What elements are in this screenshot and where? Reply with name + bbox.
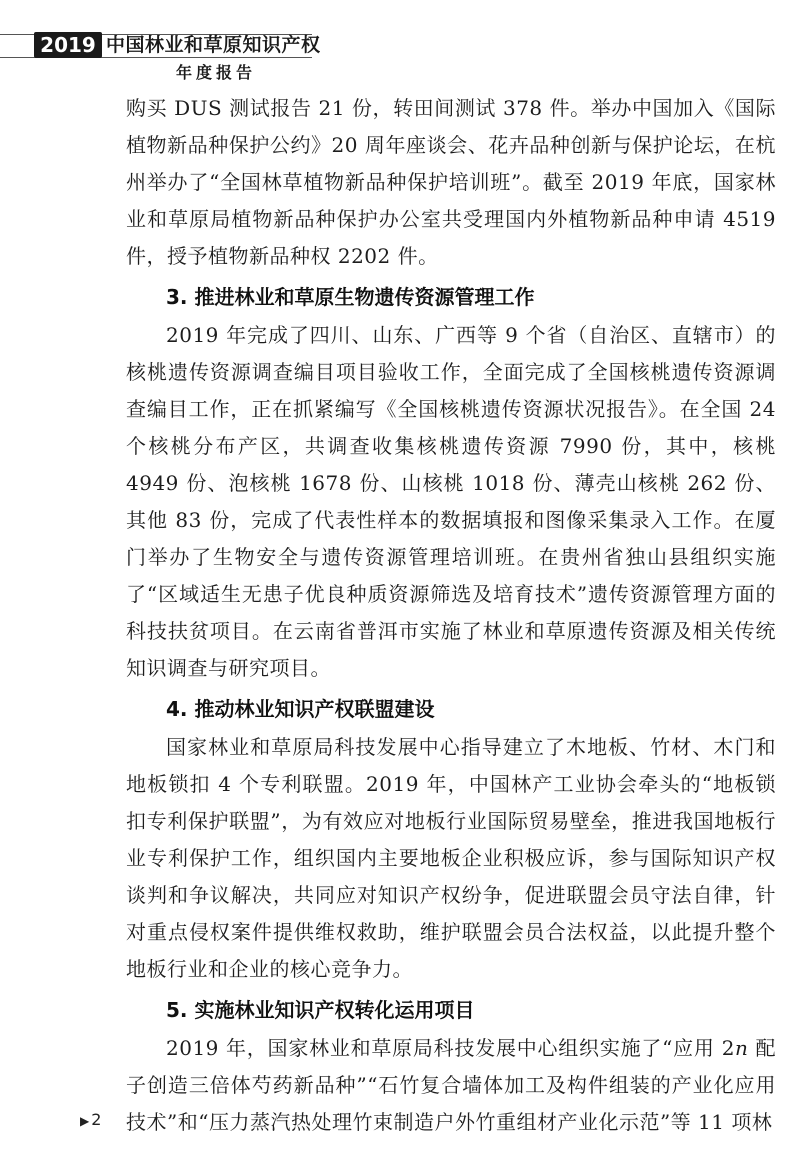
section-heading-5: 5. 实施林业知识产权转化运用项目: [166, 998, 475, 1022]
paragraph-ip-projects-part1: 2019 年，国家林业和草原局科技发展中心组织实施了“应用 2: [166, 1036, 735, 1060]
page-arrow-icon: ▶: [80, 1114, 90, 1128]
paragraph-patent-alliance: 国家林业和草原局科技发展中心指导建立了木地板、竹材、木门和地板锁扣 4 个专利联盟。2019 年，中国林产工业协会牵头的“地板锁扣专利保护联盟”，为有效应对地板行业国际贸易壁垒，推进我国地板行业专利保护工作，组织国内主要地板企业积极应诉，参与国际知识产权谈判和争议解决，共同应对知识产权纷争，促进联盟会员守法自律，针对重点侵权案件提供维权救助，维护联盟会员合法权益，以此提升整个地板行业和企业的核心竞争力。: [126, 735, 776, 981]
section-heading-4: 4. 推动林业知识产权联盟建设: [166, 697, 435, 721]
header-title: 中国林业和草原知识产权: [106, 34, 321, 56]
paragraph-ip-projects: [126, 1030, 776, 1141]
page-number-value: 2: [91, 1110, 102, 1129]
paragraph-ip-projects-part2: 配子创造三倍体芍药新品种”“石竹复合墙体加工及构件组装的产业化应用技术”和“压力蒸汽热处理竹束制造户外竹重组材产业化示范”等 11 项林: [126, 1036, 776, 1134]
paragraph-walnut-resources: 2019 年完成了四川、山东、广西等 9 个省（自治区、直辖市）的核桃遗传资源调查编目项目验收工作，全面完成了全国核桃遗传资源调查编目工作，正在抓紧编写《全国核桃遗传资源状况报告》。在全国 24 个核桃分布产区，共调查收集核桃遗传资源 7990 份，其中，核桃 4949 份、泡核桃 1678 份、山核桃 1018 份、薄壳山核桃 262 份、其他 83 份，完成了代表性样本的数据填报和图像采集录入工作。在厦门举办了生物安全与遗传资源管理培训班。在贵州省独山县组织实施了“区域适生无患子优良种质资源筛选及培育技术”遗传资源管理方面的科技扶贫项目。在云南省普洱市实施了林业和草原遗传资源及相关传统知识调查与研究项目。: [126, 323, 776, 680]
header-year: 2019: [40, 33, 96, 57]
page-number: [80, 1110, 101, 1129]
paragraph-ip-projects-italic: n: [734, 1036, 749, 1060]
page-body: [126, 90, 776, 1141]
paragraph-dus: 购买 DUS 测试报告 21 份，转田间测试 378 件。举办中国加入《国际植物新品种保护公约》20 周年座谈会、花卉品种创新与保护论坛，在杭州举办了“全国林草植物新品种保护培训班”。截至 2019 年底，国家林业和草原局植物新品种保护办公室共受理国内外植物新品种申请 4519 件，授予植物新品种权 2202 件。: [126, 96, 776, 268]
header-subtitle: 年度报告: [176, 63, 257, 82]
section-heading-3: 3. 推进林业和草原生物遗传资源管理工作: [166, 285, 535, 309]
